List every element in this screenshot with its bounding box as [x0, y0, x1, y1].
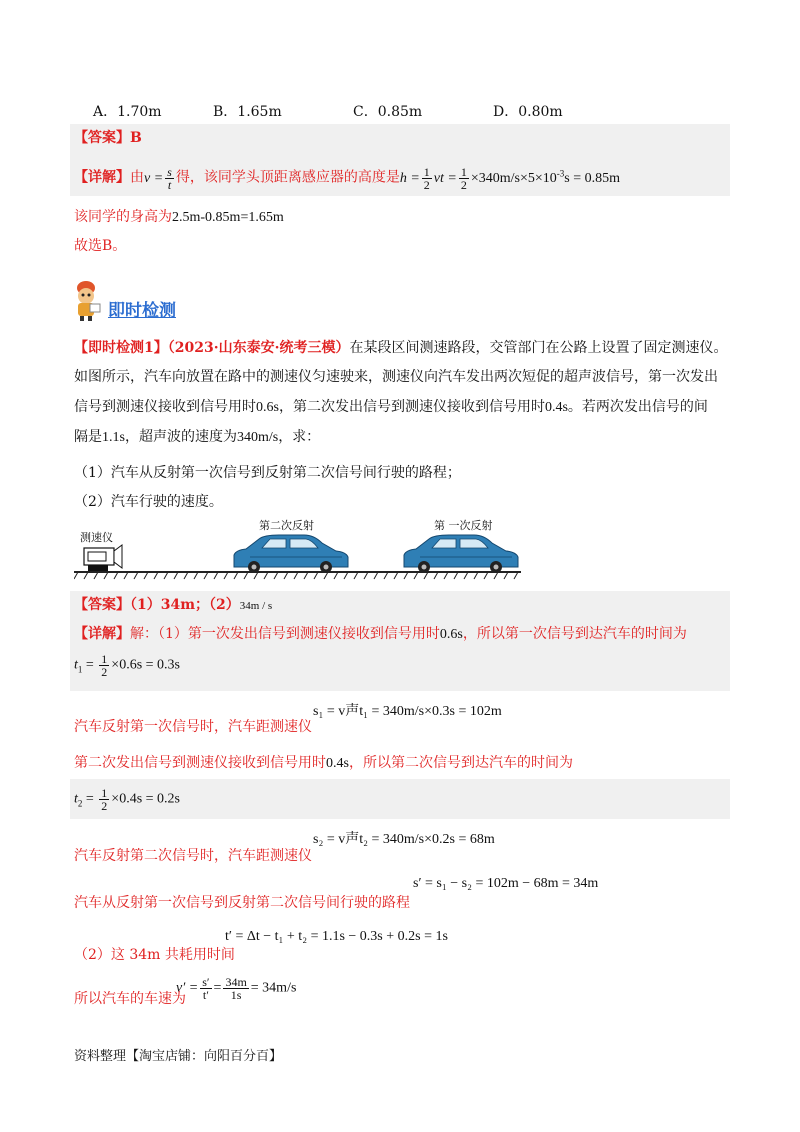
eq-s2: s₂ = v声t₂ = 340m/s×0.2s = 68m: [313, 832, 495, 847]
answer2-math: 34m / s: [239, 600, 273, 612]
question-sub1: （1）汽车从反射第一次信号到反射第二次信号间行驶的路程；: [74, 465, 461, 481]
option-a: A．1.70m: [93, 104, 162, 120]
first-reflect-label: 第 一次反射: [434, 519, 493, 532]
eq-t1: $t_1$ = $\frac{1}{2}$ ×0.6s = 0.3s: [74, 652, 180, 679]
option-b: B．1.65m: [213, 104, 282, 120]
mascot-icon: [70, 278, 102, 322]
detail2-line8: （2）这 34m 共耗用时间: [74, 947, 235, 963]
eq-s1: s₁ = v声t₁ = 340m/s×0.3s = 102m: [313, 704, 502, 719]
detail1-label: 【详解】: [74, 169, 130, 186]
eq-s-prime: s′ = s₁ − s₂ = 102m − 68m = 34m: [413, 876, 599, 891]
height-line: 该同学的身高为2.5m-0.85m=1.65m: [74, 209, 284, 225]
detail1-h-formula: h = $\frac{1}{2}$ vt = $\frac{1}{2}$ $\times 340m/s\times 5\times 10^{-3}s = 0.85m$: [399, 164, 621, 192]
speed-device: [84, 545, 122, 571]
question-line2: 如图所示，汽车向放置在路中的测速仪匀速驶来，测速仪向汽车发出两次短促的超声波信号，第一次发出: [74, 369, 718, 385]
detail1-v-formula: v = $\frac{s}{t}$: [144, 164, 172, 192]
option-c: C．0.85m: [353, 104, 423, 120]
eq-t-prime: t′ = Δt − t₁ + t₂ = 1.1s − 0.3s + 0.2s = 1s: [225, 929, 448, 944]
answer1-value: B: [130, 130, 142, 146]
question-line4: 隔是1.1s，超声波的速度为340m/s，求：: [74, 429, 321, 445]
device-label: 测速仪: [80, 531, 113, 544]
detail2-line3: 汽车反射第一次信号时，汽车距测速仪: [74, 719, 312, 735]
detail1-line: [74, 162, 620, 191]
question-line1: 【即时检测1】（2023·山东泰安·统考三模）在某段区间测速路段，交管部门在公路上设置了固定测速仪。: [74, 340, 728, 356]
option-d: D．0.80m: [493, 104, 563, 120]
choose-line: 故选B。: [74, 238, 127, 254]
car-first-reflect: [404, 535, 518, 573]
car-second-reflect: [234, 535, 348, 573]
second-reflect-label: 第二次反射: [259, 519, 314, 532]
detail2-line1: 【详解】解：（1）第一次发出信号到测速仪接收到信号用时0.6s，所以第一次信号到达汽车的时间为: [74, 626, 687, 642]
answer1-label: 【答案】: [74, 130, 130, 146]
answer1: [74, 127, 142, 149]
answer2: 【答案】（1）34m；（2）34m / s: [74, 597, 273, 613]
question-source: （2023·山东泰安·统考三模）: [167, 340, 350, 356]
footer: 资料整理【淘宝店铺：向阳百分百】: [74, 1049, 283, 1064]
question-label: 【即时检测1】: [74, 340, 168, 356]
eq-v-prime: v′ = $\frac{s'}{t'}$ = $\frac{34m}{1s}$ = 34m/s: [176, 975, 297, 1002]
detail2-line9: 所以汽车的车速为: [74, 991, 186, 1007]
speed-figure: [74, 515, 524, 585]
detail2-line7: 汽车从反射第一次信号到反射第二次信号间行驶的路程: [74, 895, 410, 911]
question-line3: 信号到测速仪接收到信号用时0.6s，第二次发出信号到测速仪接收到信号用时0.4s。若两次发出信号的间: [74, 399, 708, 415]
ground-hatch: [74, 572, 518, 579]
eq-t2: $t_2$ = $\frac{1}{2}$ ×0.4s = 0.2s: [74, 786, 180, 813]
detail2-line4: 第二次发出信号到测速仪接收到信号用时0.4s，所以第二次信号到达汽车的时间为: [74, 755, 573, 771]
detail1-mid: 得，该同学头顶距离感应器的高度是: [175, 169, 400, 186]
section-heading: 即时检测: [108, 301, 176, 321]
height-math: 2.5m-0.85m=1.65m: [172, 210, 284, 225]
detail1-pre: 由: [130, 169, 144, 186]
detail2-line6: 汽车反射第二次信号时，汽车距测速仪: [74, 848, 312, 864]
question-sub2: （2）汽车行驶的速度。: [74, 494, 223, 510]
